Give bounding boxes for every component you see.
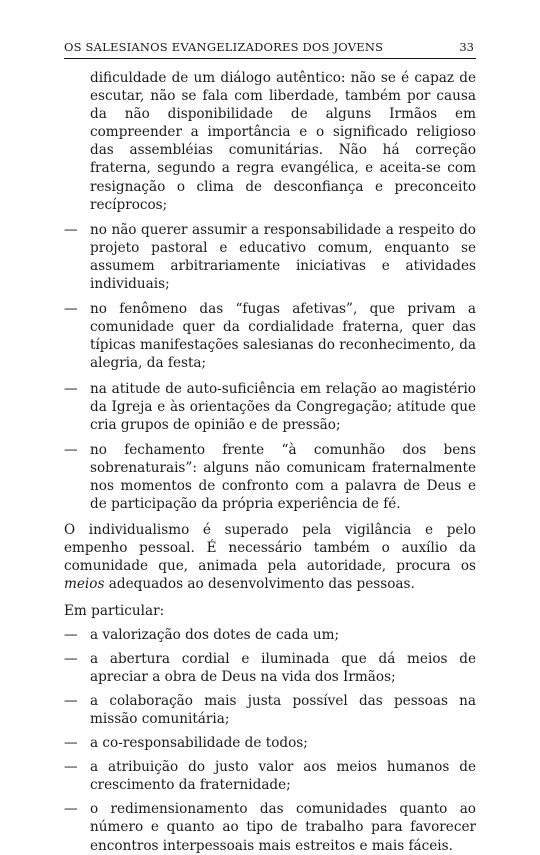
- list-item: [64, 300, 476, 372]
- paragraph-text-end: adequados ao desenvolvimento das pessoas.: [104, 576, 415, 593]
- header-rule: [64, 58, 476, 59]
- dash-marker: —: [64, 692, 78, 709]
- list-item-text: na atitude de auto-suficiência em relação ao magistério da Igreja e às orientações da Congregação; atitude que cria grupos de opinião e de pressão;: [90, 380, 476, 433]
- continued-list-item: dificuldade de um diálogo autêntico: não se é capaz de escutar, não se fala com liberdade, também por causa da não disponibilidade de alguns Irmãos em compreender a importância e o significado religioso das assembléias comunitárias. Não há correção fraterna, segundo a regra evangélica, e aceita-se com resignação o clima de desconfiança e preconceito recíprocos;: [90, 70, 476, 213]
- list-label: Em particular:: [64, 602, 165, 619]
- body-paragraph: [64, 521, 476, 593]
- list-item: [64, 650, 476, 686]
- dash-marker: —: [64, 380, 78, 397]
- list-item: [64, 380, 476, 434]
- list-item-text: a atribuição do justo valor aos meios humanos de crescimento da fraternidade;: [90, 759, 476, 794]
- list-item: [64, 441, 476, 513]
- list-item-text: a co-responsabilidade de todos;: [90, 735, 308, 752]
- list-item: [64, 734, 476, 752]
- list-item: [64, 221, 476, 293]
- dash-marker: —: [64, 441, 78, 458]
- running-title: OS SALESIANOS EVANGELIZADORES DOS JOVENS: [64, 40, 384, 54]
- dash-marker: —: [64, 759, 78, 776]
- body-text: [64, 69, 476, 855]
- dash-marker: —: [64, 626, 78, 643]
- list-item-text: o redimensionamento das comunidades quanto ao número e quanto ao tipo de trabalho para favorecer encontros interpessoais mais estreitos e mais fáceis.: [90, 801, 476, 854]
- list-item-text: no fechamento frente “à comunhão dos bens sobrenaturais”: alguns não comunicam fraternalmente nos momentos de confronto com a palavra de Deus e de participação da própria experiência de fé.: [90, 441, 476, 513]
- particular-list: [64, 626, 476, 855]
- list-item-text: no não querer assumir a responsabilidade a respeito do projeto pastoral e educativo comum, enquanto se assumem arbitrariamente iniciativas e atividades individuais;: [90, 221, 476, 293]
- emphasis-word: meios: [64, 576, 105, 593]
- list-item: [64, 626, 476, 644]
- list-item: [64, 800, 476, 854]
- dash-marker: —: [64, 801, 78, 818]
- dash-marker: —: [64, 301, 78, 318]
- page-number: 33: [459, 40, 474, 54]
- list-item-text: a colaboração mais justa possível das pessoas na missão comunitária;: [90, 692, 476, 727]
- dash-marker: —: [64, 221, 78, 238]
- paragraph-text: O individualismo é superado pela vigilância e pelo empenho pessoal. É necessário também o auxílio da comunidade que, animada pela autoridade, procura os: [64, 522, 476, 575]
- dash-marker: —: [64, 650, 78, 667]
- dash-marker: —: [64, 735, 78, 752]
- list-item-text: no fenômeno das “fugas afetivas”, que privam a comunidade quer da cordialidade fraterna, quer das típicas manifestações salesianas do reconhecimento, da alegria, da festa;: [90, 301, 476, 372]
- list-item-text: a valorização dos dotes de cada um;: [90, 626, 340, 643]
- list-item: [64, 692, 476, 728]
- list-item-text: a abertura cordial e iluminada que dá meios de apreciar a obra de Deus na vida dos Irmãos;: [90, 650, 476, 685]
